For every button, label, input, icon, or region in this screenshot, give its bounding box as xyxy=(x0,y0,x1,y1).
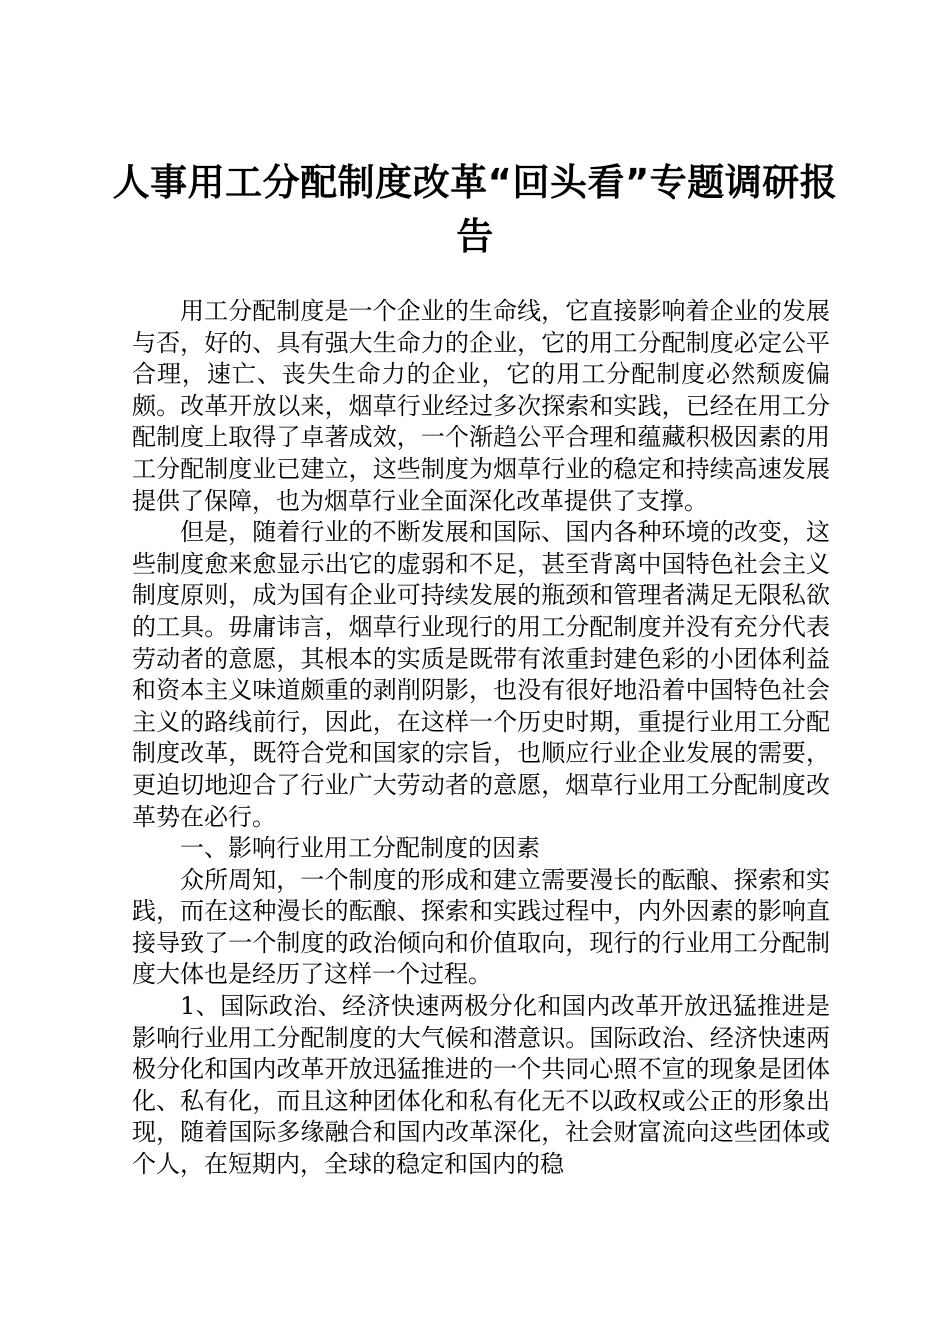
document-body xyxy=(132,296,830,1181)
document-title: 人事用工分配制度改革“回头看”专题调研报告 xyxy=(112,161,838,258)
paragraph-factor-1: 1、国际政治、经济快速两极分化和国内改革开放迅猛推进是影响行业用工分配制度的大气候和潜意识。国际政治、经济快速两极分化和国内改革开放迅猛推进的一个共同心照不宣的现象是团体化、私有化，而且这种团体化和私有化无不以政权或公正的形象出现，随着国际多缘融合和国内改革深化，社会财富流向这些团体或个人，在短期内，全球的稳定和国内的稳 xyxy=(132,992,830,1179)
section-heading-factors: 一、影响行业用工分配制度的因素 xyxy=(180,834,540,863)
paragraph-factors-overview: 众所周知，一个制度的形成和建立需要漫长的酝酿、探索和实践，而在这种漫长的酝酿、探索和实践过程中，内外因素的影响直接导致了一个制度的政治倾向和价值取向，现行的行业用工分配制度大体也是经历了这样一个过程。 xyxy=(132,865,830,989)
paragraph-intro: 用工分配制度是一个企业的生命线，它直接影响着企业的发展与否，好的、具有强大生命力的企业，它的用工分配制度必定公平合理，速亡、丧失生命力的企业，它的用工分配制度必然颓废偏颇。改革开放以来，烟草行业经过多次探索和实践，已经在用工分配制度上取得了卓著成效，一个渐趋公平合理和蕴藏积极因素的用工分配制度业已建立，这些制度为烟草行业的稳定和持续高速发展提供了保障，也为烟草行业全面深化改革提供了支撑。 xyxy=(132,297,830,515)
paragraph-problems: 但是，随着行业的不断发展和国际、国内各种环境的改变，这些制度愈来愈显示出它的虚弱和不足，甚至背离中国特色社会主义制度原则，成为国有企业可持续发展的瓶颈和管理者满足无限私欲的工具。毋庸讳言，烟草行业现行的用工分配制度并没有充分代表劳动者的意愿，其根本的实质是既带有浓重封建色彩的小团体利益和资本主义味道颇重的剥削阴影，也没有很好地沿着中国特色社会主义的路线前行，因此，在这样一个历史时期，重提行业用工分配制度改革，既符合党和国家的宗旨，也顺应行业企业发展的需要，更迫切地迎合了行业广大劳动者的意愿，烟草行业用工分配制度改革势在必行。 xyxy=(132,518,830,831)
